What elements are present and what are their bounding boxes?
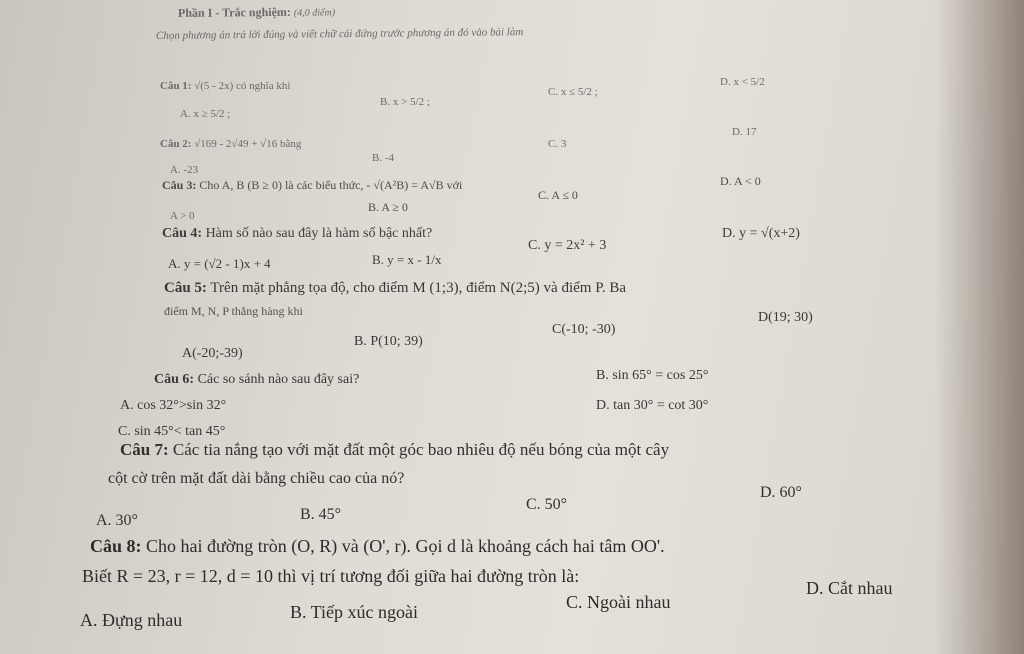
q2-option-a: A. -23 bbox=[170, 164, 199, 176]
q4-stem: Hàm số nào sau đây là hàm số bậc nhất? bbox=[205, 226, 433, 241]
q5-label: Câu 5: bbox=[164, 280, 207, 296]
q2-stem: √169 - 2√49 + √16 bằng bbox=[194, 138, 302, 150]
q7-option-a: A. 30° bbox=[96, 512, 138, 529]
q8-option-c: C. Ngoài nhau bbox=[566, 592, 671, 612]
instruction: Chọn phương án trả lời đúng và viết chữ cái đứng trước phương án đó vào bài làm bbox=[155, 26, 524, 42]
q1-label: Câu 1: bbox=[160, 80, 192, 92]
q6-line bbox=[154, 372, 359, 388]
q6-label: Câu 6: bbox=[154, 372, 195, 387]
q5-stem: Trên mặt phẳng tọa độ, cho điểm M (1;3), điểm N(2;5) và điểm P. Ba bbox=[210, 280, 627, 296]
part-points: (4,0 điểm) bbox=[293, 7, 336, 19]
q7-option-d: D. 60° bbox=[760, 484, 802, 501]
q6-stem: Các so sánh nào sau đây sai? bbox=[197, 372, 360, 387]
q3-option-d: D. A < 0 bbox=[720, 174, 761, 188]
q7-option-c: C. 50° bbox=[526, 496, 568, 513]
q1-line bbox=[160, 80, 290, 92]
q1-option-b: B. x > 5/2 ; bbox=[380, 96, 430, 108]
q6-option-a: A. cos 32°>sin 32° bbox=[120, 398, 227, 413]
q5-stem2: điểm M, N, P thẳng hàng khi bbox=[164, 304, 303, 318]
page-edge-shadow bbox=[934, 0, 1024, 654]
q5-line bbox=[164, 280, 626, 297]
q2-label: Câu 2: bbox=[160, 138, 192, 150]
q6-option-d: D. tan 30° = cot 30° bbox=[596, 398, 709, 413]
q4-option-a: A. y = (√2 - 1)x + 4 bbox=[168, 256, 271, 271]
q8-label: Câu 8: bbox=[90, 536, 142, 556]
q4-option-d: D. y = √(x+2) bbox=[722, 226, 800, 241]
q7-stem2: cột cờ trên mặt đất dài bằng chiều cao của nó? bbox=[108, 470, 405, 487]
q2-option-b: B. -4 bbox=[372, 152, 394, 164]
q3-line bbox=[162, 178, 462, 193]
part-title: Phần I - Trắc nghiệm: bbox=[177, 4, 291, 20]
q5-option-c: C(-10; -30) bbox=[552, 322, 616, 337]
q5-option-a: A(-20;-39) bbox=[182, 346, 243, 361]
q8-stem: Cho hai đường tròn (O, R) và (O', r). Gọi d là khoảng cách hai tâm OO'. bbox=[146, 536, 665, 556]
q2-line bbox=[160, 138, 301, 150]
q8-option-d: D. Cắt nhau bbox=[806, 578, 893, 598]
q2-option-d: D. 17 bbox=[732, 126, 757, 138]
q5-option-b: B. P(10; 39) bbox=[354, 334, 423, 349]
q1-stem: √(5 - 2x) có nghĩa khi bbox=[194, 80, 291, 92]
q6-option-b: B. sin 65° = cos 25° bbox=[596, 368, 709, 383]
q4-label: Câu 4: bbox=[162, 226, 203, 241]
q1-option-c: C. x ≤ 5/2 ; bbox=[548, 86, 598, 98]
q3-label: Câu 3: bbox=[162, 178, 197, 192]
q2-option-c: C. 3 bbox=[548, 138, 567, 150]
q8-stem2: Biết R = 23, r = 12, d = 10 thì vị trí tương đối giữa hai đường tròn là: bbox=[82, 566, 580, 586]
q5-option-d: D(19; 30) bbox=[758, 310, 813, 325]
q3-option-b: B. A ≥ 0 bbox=[368, 200, 408, 214]
q7-label: Câu 7: bbox=[120, 440, 169, 459]
q6-option-c: C. sin 45°< tan 45° bbox=[118, 424, 226, 439]
q8-line bbox=[90, 536, 665, 557]
q8-option-a: A. Đựng nhau bbox=[80, 610, 183, 630]
q3-stem: Cho A, B (B ≥ 0) là các biểu thức, - √(A²B) = A√B với bbox=[199, 178, 463, 192]
q7-line bbox=[120, 440, 669, 460]
q4-option-b: B. y = x - 1/x bbox=[372, 252, 442, 267]
q4-option-c: C. y = 2x² + 3 bbox=[528, 238, 607, 253]
q3-option-c: C. A ≤ 0 bbox=[538, 188, 578, 202]
q7-option-b: B. 45° bbox=[300, 506, 342, 523]
q7-stem: Các tia nắng tạo với mặt đất một góc bao nhiêu độ nếu bóng của một cây bbox=[172, 440, 670, 459]
q8-option-b: B. Tiếp xúc ngoài bbox=[290, 602, 419, 622]
q1-option-a: A. x ≥ 5/2 ; bbox=[180, 108, 231, 120]
q3-option-a: A > 0 bbox=[170, 210, 195, 222]
q1-option-d: D. x < 5/2 bbox=[720, 76, 765, 88]
part-header bbox=[178, 4, 335, 21]
q4-line bbox=[162, 226, 432, 242]
